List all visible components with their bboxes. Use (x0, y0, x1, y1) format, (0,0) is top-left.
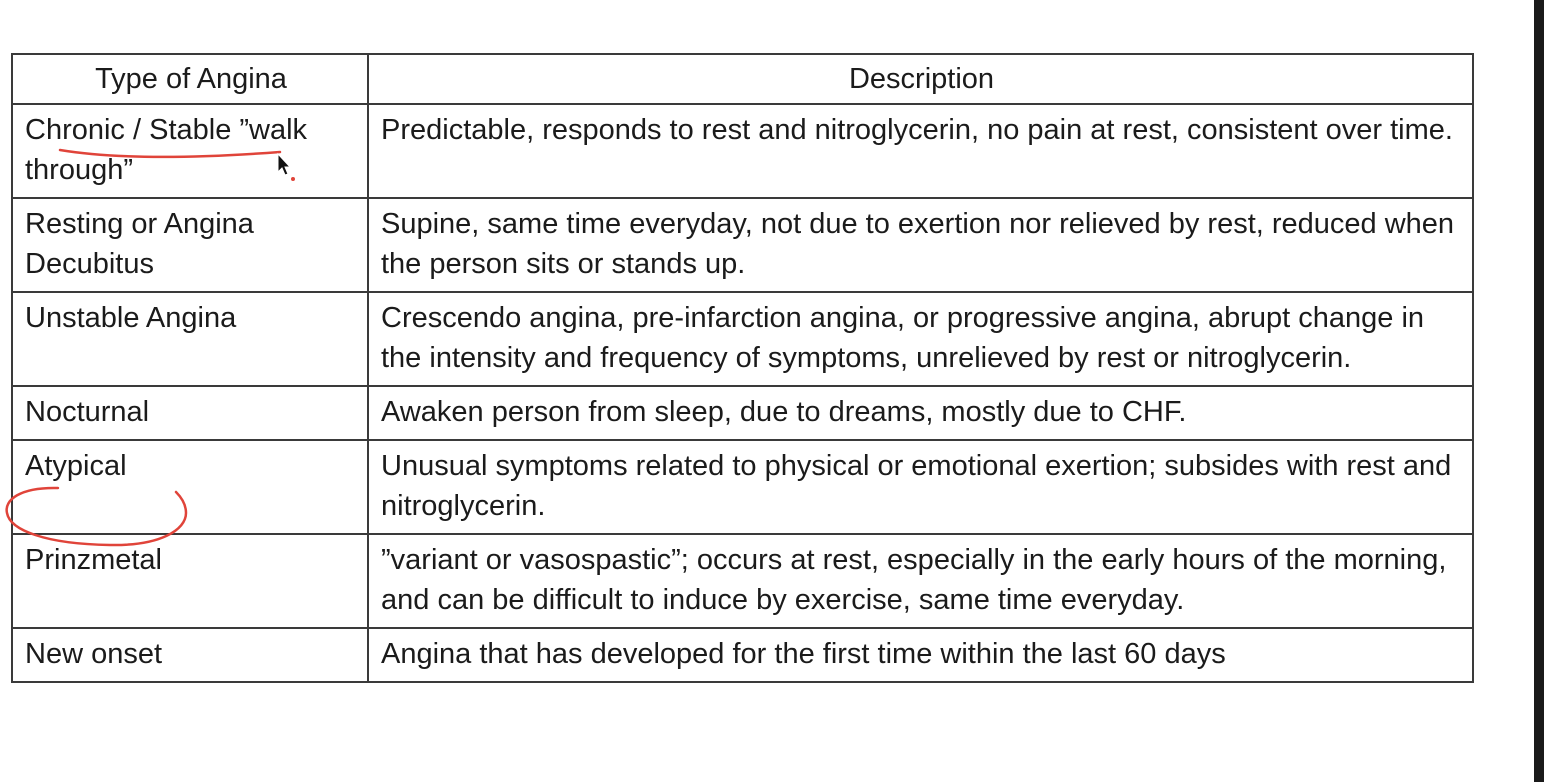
table-row (12, 386, 1473, 440)
table-row (12, 628, 1473, 682)
row-unstable-type: Unstable Angina (12, 292, 368, 386)
row-new-onset-description: Angina that has developed for the first time within the last 60 days (368, 628, 1473, 682)
table-row (12, 292, 1473, 386)
row-nocturnal-description: Awaken person from sleep, due to dreams, mostly due to CHF. (368, 386, 1473, 440)
angina-types-table (11, 53, 1474, 683)
row-new-onset-type: New onset (12, 628, 368, 682)
row-chronic-stable-type: Chronic / Stable ”walk through” (12, 104, 368, 198)
row-atypical-type: Atypical (12, 440, 368, 534)
table-row (12, 440, 1473, 534)
row-chronic-stable-description: Predictable, responds to rest and nitroglycerin, no pain at rest, consistent over time. (368, 104, 1473, 198)
row-nocturnal-type: Nocturnal (12, 386, 368, 440)
row-resting-type: Resting or Angina Decubitus (12, 198, 368, 292)
table-header-row (12, 54, 1473, 104)
row-unstable-description: Crescendo angina, pre-infarction angina, or progressive angina, abrupt change in the intensity and frequency of symptoms, unrelieved by rest or nitroglycerin. (368, 292, 1473, 386)
row-prinzmetal-type: Prinzmetal (12, 534, 368, 628)
row-prinzmetal-description: ”variant or vasospastic”; occurs at rest, especially in the early hours of the morning, and can be difficult to induce by exercise, same time everyday. (368, 534, 1473, 628)
window-edge (1534, 0, 1544, 782)
table-row (12, 198, 1473, 292)
header-type-of-angina: Type of Angina (12, 54, 368, 104)
table-row (12, 104, 1473, 198)
row-resting-description: Supine, same time everyday, not due to exertion nor relieved by rest, reduced when the person sits or stands up. (368, 198, 1473, 292)
row-atypical-description: Unusual symptoms related to physical or emotional exertion; subsides with rest and nitroglycerin. (368, 440, 1473, 534)
table-row (12, 534, 1473, 628)
header-description: Description (368, 54, 1473, 104)
